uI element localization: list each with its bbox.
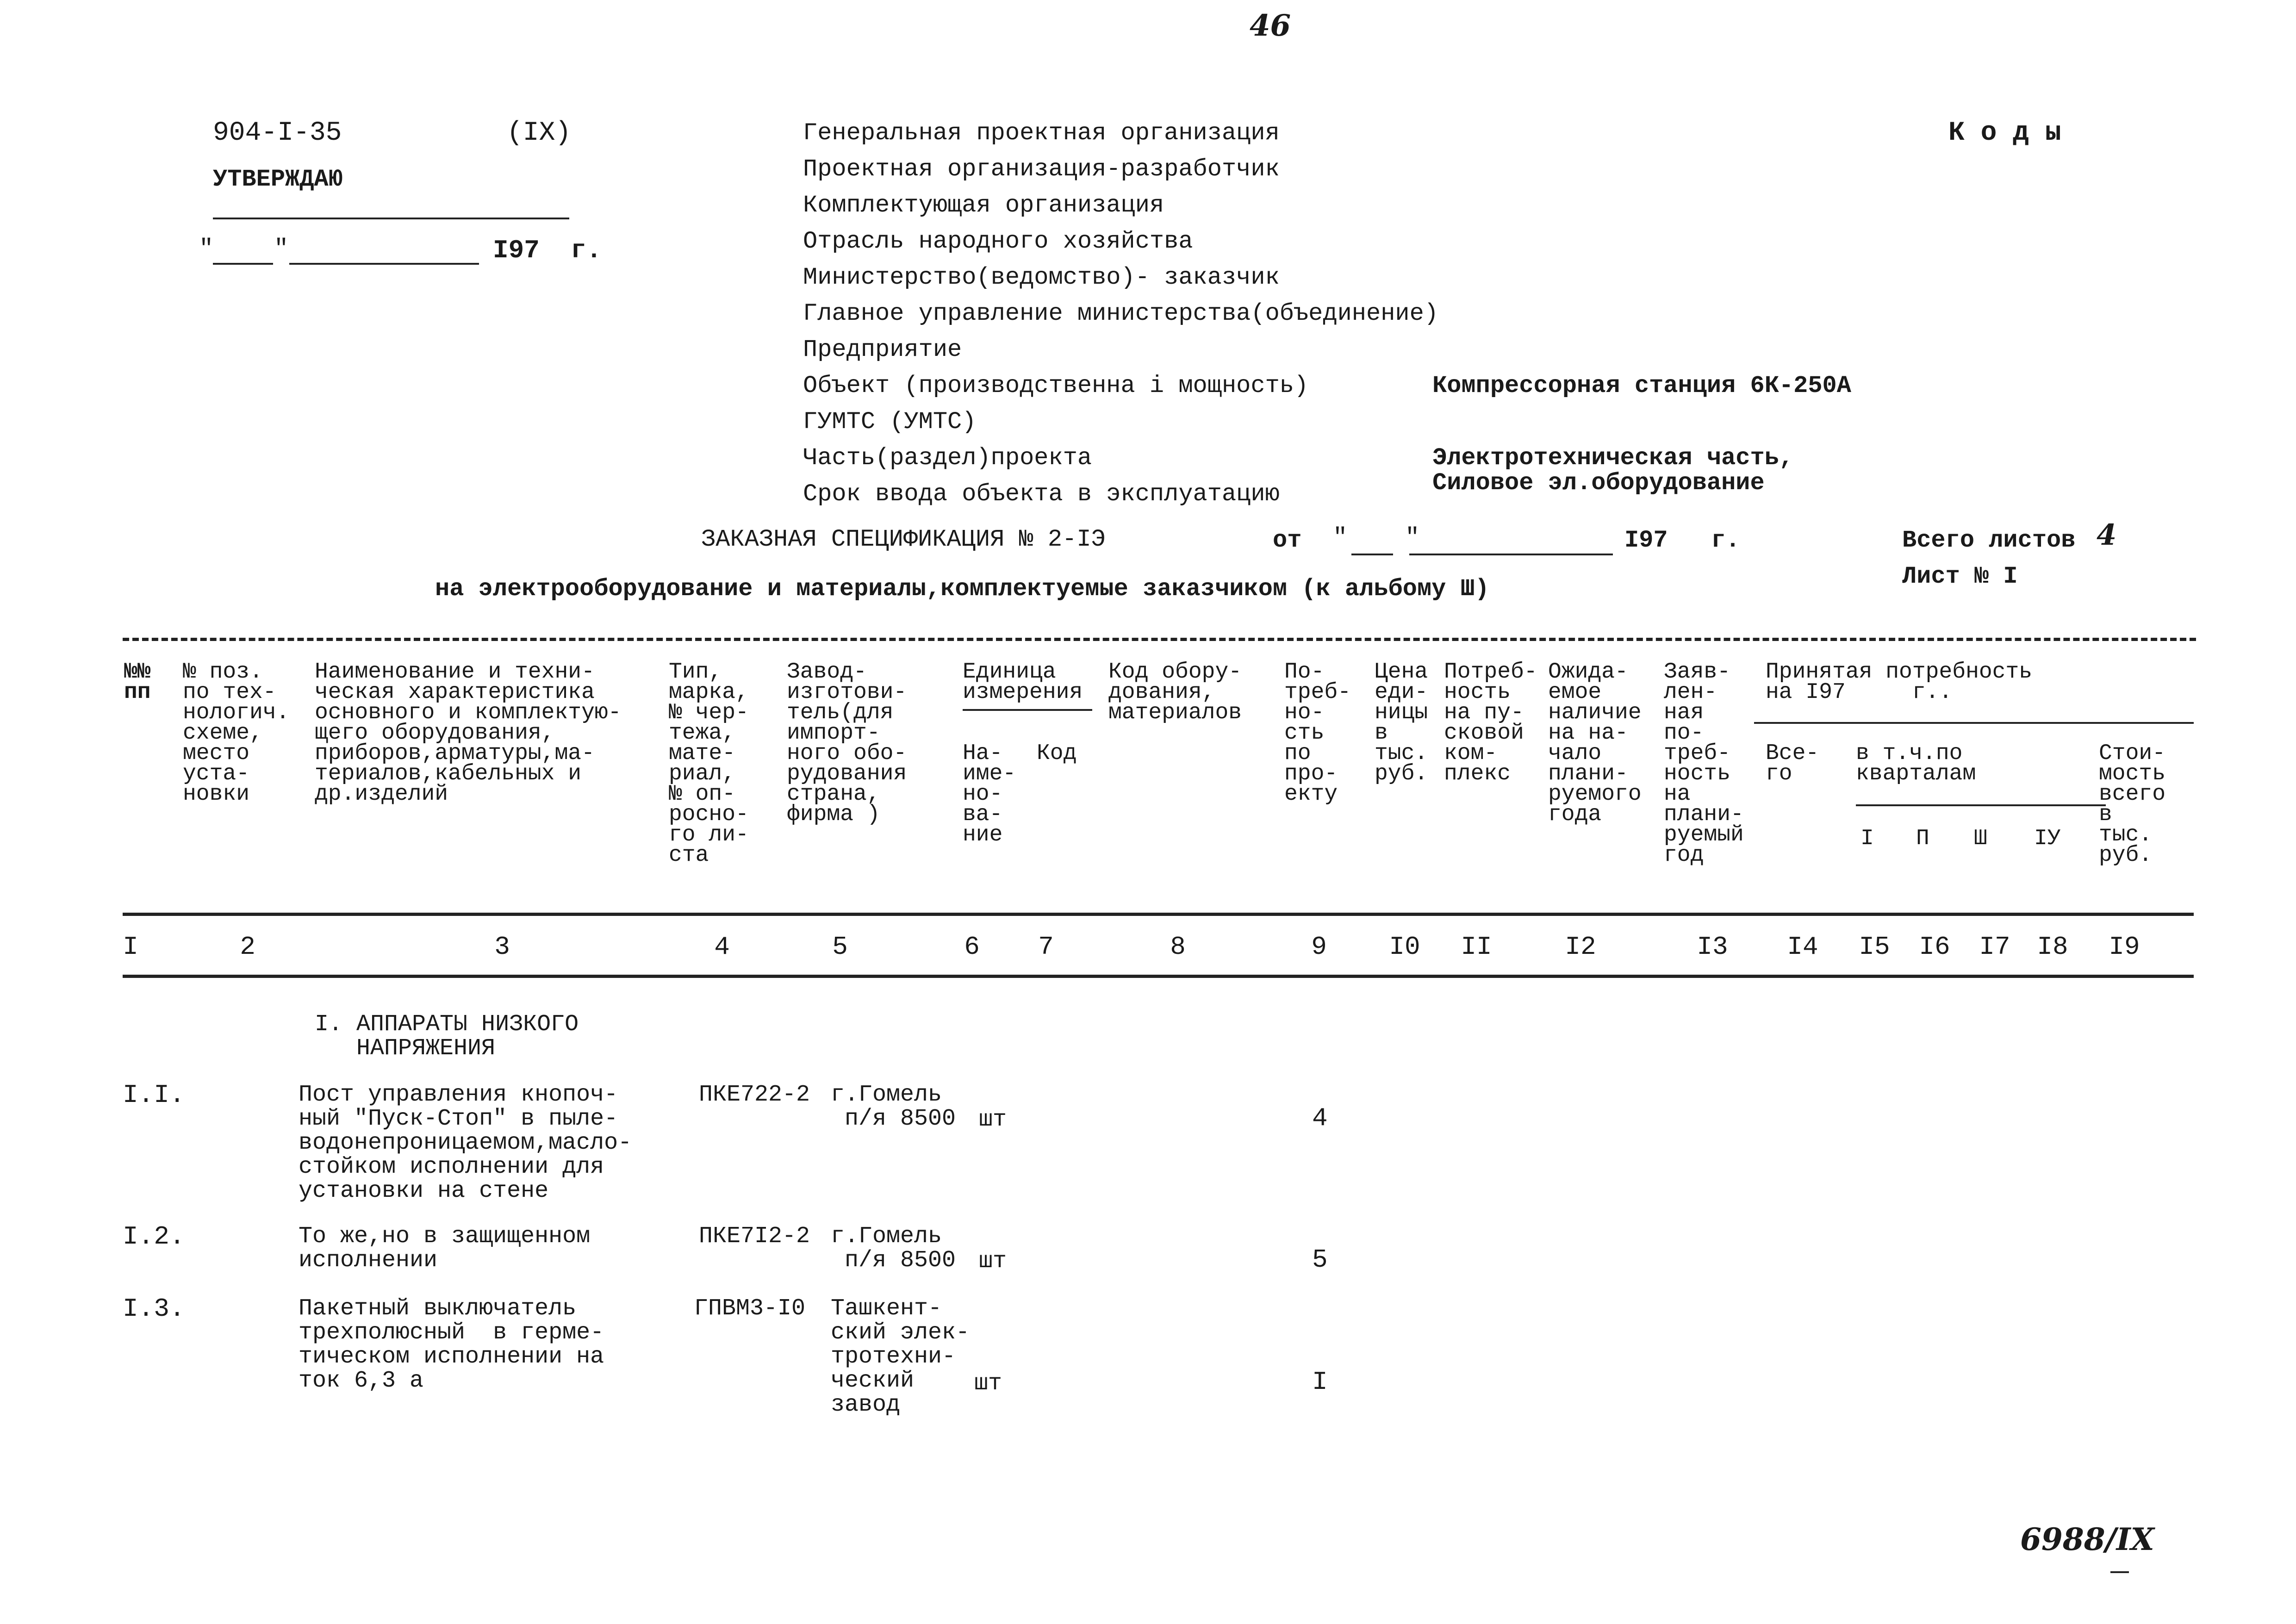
row-3-quantity: I [1312,1367,1328,1397]
column-number-10: I0 [1389,932,1420,962]
row-2-type: ПКЕ7I2-2 [699,1223,810,1250]
roman-part: (IX) [507,118,572,148]
org-field-main-department: Главное управление министерства(объединение) [803,300,1439,327]
sheets-total-value: 4 [2097,518,2117,552]
header-quarter-4: IУ [2034,826,2061,851]
org-field-project-part: Часть(раздел)проекта [803,444,1092,472]
column-number-6: 6 [964,932,980,962]
row-2-unit: шт [979,1248,1007,1275]
sheet-number: Лист № I [1902,563,2018,590]
column-number-14: I4 [1787,932,1818,962]
row-1-type: ПКЕ722-2 [699,1082,810,1108]
header-name: Наименование и техни- ческая характеристика основного и комплектую- щего оборудования, приборов,арматуры,ма- териалов,кабельных и др.изделий [315,660,622,807]
column-number-13: I3 [1697,932,1728,962]
header-quarter-1: I [1860,826,1874,851]
column-number-16: I6 [1919,932,1950,962]
header-manufacturer: Завод- изготови- тель(для импорт- ного обо- рудования страна, фирма ) [787,660,907,827]
org-field-enterprise: Предприятие [803,336,962,363]
column-number-1: I [123,932,138,962]
header-quarters: в т.ч.по кварталам [1856,741,1976,786]
spec-year: I97 г. [1624,527,1740,554]
spec-title: ЗАКАЗНАЯ СПЕЦИФИКАЦИЯ № 2-IЭ [701,526,1106,553]
row-2-name: То же,но в защищенном исполнении [299,1223,591,1274]
column-number-7: 7 [1038,932,1054,962]
spec-date-quotes: " " [1333,524,1420,551]
column-number-15: I5 [1859,932,1890,962]
date-quote-open: " [199,235,214,262]
header-startup-need: Потреб- ность на пу- сковой ком- плекс [1444,660,1537,786]
archive-underline [2110,1571,2129,1573]
date-month-line [289,263,479,265]
header-type: Тип, марка, № чер- тежа, мате- риал, № оп- росно- го ли- ста [669,660,749,868]
header-unit-name: На- име- но- ва- ние [963,741,1016,847]
header-declared-need: Заяв- лен- ная по- треб- ность на плани- руемый год [1664,660,1744,868]
signature-line [213,218,569,219]
header-position: № поз. по тех- нологич. схеме, место уста- новки [183,660,290,807]
column-number-17: I7 [1979,932,2010,962]
column-numbers-bottom-rule [123,975,2194,978]
header-quarter-3: Ш [1974,826,1987,851]
header-accepted-need: Принятая потребность на I97 г.. [1766,660,2033,705]
part-value-line1: Электротехническая часть, [1432,444,1794,472]
header-cost: Стои- мость всего в тыс. руб. [2099,741,2166,868]
header-quarter-2: П [1916,826,1929,851]
header-unit-divider [963,709,1092,711]
org-field-commissioning: Срок ввода объекта в эксплуатацию [803,480,1280,508]
row-1-number: I.I. [123,1080,185,1110]
header-equipment-code: Код обору- дования, материалов [1108,660,1242,725]
page-number: 46 [1250,8,1291,43]
row-1-quantity: 4 [1312,1103,1328,1133]
sheets-total-label: Всего листов [1902,527,2076,554]
header-project-need: По- треб- но- сть по про- екту [1284,660,1351,807]
row-3-name: Пакетный выключатель трехполюсный в герме- тическом исполнении на ток 6,3 а [299,1295,604,1394]
column-number-3: 3 [494,932,510,962]
row-2-maker: г.Гомель п/я 8500 [831,1223,956,1274]
org-field-object: Объект (производственна і мощность) [803,372,1309,399]
table-top-rule [123,638,2196,641]
org-field-gumts: ГУМТС (УМТС) [803,408,977,436]
spec-subtitle: на электрооборудование и материалы,комплектуемые заказчиком (к альбому Ш) [435,575,1489,603]
column-number-12: I2 [1565,932,1596,962]
object-value: Компрессорная станция 6К-250А [1432,372,1851,399]
column-number-9: 9 [1311,932,1327,962]
row-1-name: Пост управления кнопоч- ный "Пуск-Стоп" в пыле- водонепроницаемом,масло- стойком исполнении для установки на стене [299,1082,632,1204]
header-quarters-divider [1856,804,2106,806]
row-2-number: I.2. [123,1222,185,1251]
column-number-8: 8 [1170,932,1186,962]
column-number-18: I8 [2037,932,2068,962]
row-3-maker: Ташкент- ский элек- тротехни- ческий завод [831,1295,970,1418]
section-title: I. АППАРАТЫ НИЗКОГО НАПРЯЖЕНИЯ [315,1011,579,1062]
column-number-11: II [1461,932,1492,962]
org-field-general: Генеральная проектная организация [803,119,1280,147]
header-row-number: №№ пп [124,660,151,705]
column-number-2: 2 [240,932,255,962]
header-expected-stock: Ожида- емое наличие на на- чало плани- руемого года [1548,660,1642,827]
codes-label: К о д ы [1948,118,2061,148]
row-3-unit: шт [974,1370,1002,1397]
org-field-industry: Отрасль народного хозяйства [803,228,1193,255]
date-year: I97 г. [493,236,602,265]
date-day-line [213,263,273,265]
archive-number: 6988/IX [2020,1521,2154,1557]
header-unit-price: Цена еди- ницы в тыс. руб. [1375,660,1428,786]
row-3-number: I.3. [123,1294,185,1324]
column-number-19: I9 [2109,932,2140,962]
org-field-completing: Комплектующая организация [803,192,1164,219]
org-field-ministry: Министерство(ведомство)- заказчик [803,264,1280,291]
spec-from: от [1273,527,1302,554]
header-unit-group: Единица измерения [963,660,1083,705]
approve-label: УТВЕРЖДАЮ [213,166,343,193]
row-1-unit: шт [979,1107,1007,1133]
column-number-4: 4 [714,932,730,962]
header-unit-code: Код [1037,741,1077,766]
row-3-type: ГПВМ3-I0 [694,1295,806,1322]
header-bottom-rule [123,913,2194,916]
header-accepted-divider [1754,722,2194,724]
part-value-line2: Силовое эл.оборудование [1432,469,1765,497]
document-code: 904-I-35 [213,118,342,148]
date-quote-close: " [274,235,289,262]
header-total: Все- го [1766,741,1819,786]
org-field-developer: Проектная организация-разработчик [803,156,1280,183]
column-number-5: 5 [832,932,848,962]
spec-month-line [1409,554,1613,555]
row-2-quantity: 5 [1312,1245,1328,1275]
row-1-maker: г.Гомель п/я 8500 [831,1082,956,1132]
spec-day-line [1351,554,1393,555]
